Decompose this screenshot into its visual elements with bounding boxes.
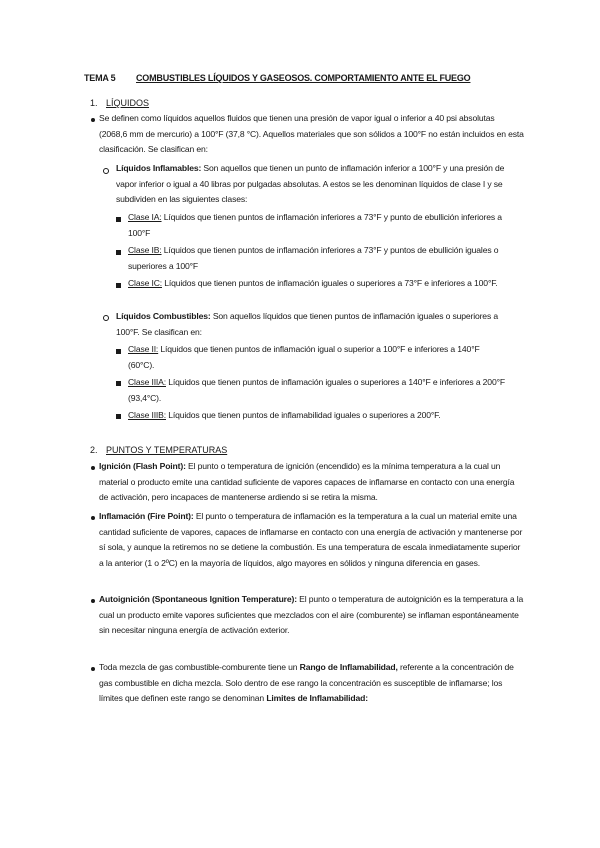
flammability-range: Toda mezcla de gas combustible-comburente tiene un Rango de Inflamabilidad, referente a la concentración de gas combustible en dicha mezcla. Solo dentro de ese rango la concentración es susceptible de inflamarse; los límites que definen este rango se denominan Limites de Inflamabilidad: [99,662,514,703]
ignition-point: Ignición (Flash Point): El punto o temperatura de ignición (encendido) es la mínima temperatura a la cual un material o producto emite una cantidad suficiente de vapores capaces de inflamarse en contacto con una energía de activación, pero incapaces de mantenerse ardiendo si se retira la misma. [99,461,515,502]
square-bullet-icon [116,414,121,419]
class-ic: Clase IC: Líquidos que tienen puntos de inflamación iguales o superiores a 73°F e inferiores a 100°F. [128,278,498,288]
square-bullet-icon [116,349,121,354]
circle-bullet-icon [103,168,109,174]
section-2-heading: 2. PUNTOS Y TEMPERATURAS [90,445,228,455]
bullet-icon [91,667,95,671]
class-ia: Clase IA: Líquidos que tienen puntos de inflamación inferiores a 73°F y punto de ebullición inferiores a 100°F [128,212,502,238]
section-1-heading: 1. LÍQUIDOS [90,98,150,108]
class-iiib: Clase IIIB: Líquidos que tienen puntos de inflamabilidad iguales o superiores a 200°F. [128,410,441,420]
circle-bullet-icon [103,315,109,321]
bullet-icon [91,516,95,520]
topic-title: COMBUSTIBLES LÍQUIDOS Y GASEOSOS. COMPORTAMIENTO ANTE EL FUEGO [136,73,471,83]
liquids-intro: Se definen como líquidos aquellos fluidos que tienen una presión de vapor igual o inferior a 40 psi absolutas (2068,6 mm de mercurio) a 100°F (37,8 °C). Aquellos materiales que son sólidos a 100°F no están incluidos en esta clasificación. Se clasifican en: [99,113,524,154]
fire-point: Inflamación (Fire Point): El punto o temperatura de inflamación es la temperatura a la cual un material emite una cantidad suficiente de vapores, capaces de inflamarse en contacto con una energía de activación y mantenerse por sí sola, y aunque la retiremos no se detiene la combustión. Es una temperatura de escala inmediatamente superior a la anterior (1 o 2ºC) en la mayoría de líquidos, algo mayores en sólidos y ninguna diferencia en gases. [99,511,523,568]
square-bullet-icon [116,250,121,255]
class-ii: Clase II: Líquidos que tienen puntos de inflamación igual o superior a 100°F e inferiores a 140°F (60°C). [128,344,480,370]
flammable-liquids: Líquidos Inflamables: Son aquellos que tienen un punto de inflamación inferior a 100°F y una presión de vapor inferior o igual a 40 libras por pulgadas absolutas. A estos se les denominan líquidos de clase I y se subdividen en las siguientes clases: [116,163,505,204]
combustible-liquids: Líquidos Combustibles: Son aquellos líquidos que tienen puntos de inflamación iguales o superiores a 100°F. Se clasifican en: [116,311,498,337]
autoignition: Autoignición (Spontaneous Ignition Temperature): El punto o temperatura de autoignición es la temperatura a la cual un producto emite vapores suficientes que mezclados con el aire (comburente) se inflaman espontáneamente sin necesitar ninguna energía de activación exterior. [99,594,524,635]
square-bullet-icon [116,381,121,386]
class-ib: Clase IB: Líquidos que tienen puntos de inflamación inferiores a 73°F y puntos de ebullición iguales o superiores a 100°F [128,245,499,271]
bullet-icon [91,118,95,122]
class-iiia: Clase IIIA: Líquidos que tienen puntos de inflamación iguales o superiores a 140°F e inferiores a 200°F (93,4°C). [128,377,505,403]
square-bullet-icon [116,217,121,222]
document-title [84,73,470,83]
square-bullet-icon [116,283,121,288]
topic-number: TEMA 5 [84,73,116,83]
bullet-icon [91,599,95,603]
bullet-icon [91,466,95,470]
